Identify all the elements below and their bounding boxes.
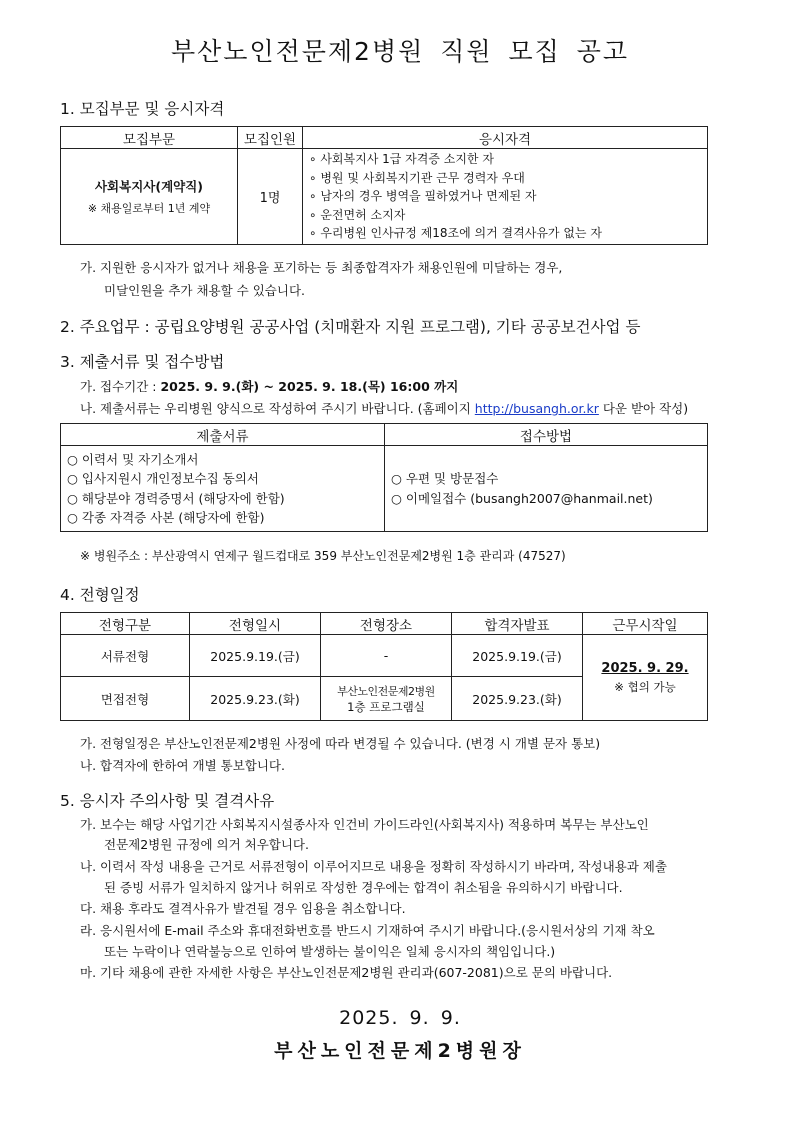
qualification-item: ∘ 남자의 경우 병역을 필하였거나 면제된 자 [309, 189, 537, 204]
header-dept: 모집부문 [61, 127, 238, 149]
hospital-address: ※ 병원주소 : 부산광역시 연제구 월드컵대로 359 부산노인전문제2병원 1층 관리과 (47527) [80, 549, 566, 563]
method-cell [385, 446, 708, 532]
period-value: 2025. 9. 9.(화) ~ 2025. 9. 18.(목) 16:00 까지 [160, 379, 459, 394]
schedule-date: 2025.9.23.(화) [190, 677, 321, 721]
schedule-announce: 2025.9.19.(금) [452, 635, 583, 677]
schedule-place: - [321, 635, 452, 677]
s4-note-2: 나. 합격자에 한하여 개별 통보합니다. [80, 758, 285, 773]
period-label: 가. 접수기간 : [80, 379, 161, 394]
homepage-link[interactable]: http://busangh.or.kr [474, 401, 599, 416]
header-type: 전형구분 [61, 613, 190, 635]
header-qualification: 응시자격 [303, 127, 708, 149]
s5-line: 다. 채용 후라도 결격사유가 발견될 경우 임용을 취소합니다. [80, 901, 406, 916]
qualification-cell [303, 149, 708, 245]
section-3-heading: 3. 제출서류 및 접수방법 [60, 353, 225, 371]
s4-note-1: 가. 전형일정은 부산노인전문제2병원 사정에 따라 변경될 수 있습니다. (변경 시 개별 문자 통보) [80, 736, 601, 751]
schedule-table [60, 612, 708, 721]
schedule-announce: 2025.9.23.(화) [452, 677, 583, 721]
section-2-heading: 2. 주요업무 : 공립요양병원 공공사업 (치매환자 지원 프로그램), 기타 공공보건사업 등 [60, 318, 641, 336]
submit-pre: 나. 제출서류는 우리병원 양식으로 작성하여 주시기 바랍니다. (홈페이지 [80, 401, 475, 416]
s1-note-2: 미달인원을 추가 채용할 수 있습니다. [104, 283, 305, 298]
documents-table [60, 423, 708, 532]
dept-note: ※ 채용일로부터 1년 계약 [87, 202, 211, 215]
method-item: ○ 이메일접수 (busangh2007@hanmail.net) [391, 490, 653, 506]
documents-cell [61, 446, 385, 532]
s5-line: 된 증빙 서류가 일치하지 않거나 허위로 작성한 경우에는 합격이 취소됨을 유의하시기 바랍니다. [104, 880, 623, 895]
count-cell: 1명 [238, 149, 303, 245]
header-method: 접수방법 [385, 424, 708, 446]
document-item: ○ 이력서 및 자기소개서 [67, 452, 199, 468]
start-date-cell [583, 635, 708, 721]
document-item: ○ 입사지원시 개인정보수집 동의서 [67, 471, 259, 487]
submit-post: 다운 받아 작성) [598, 401, 689, 416]
s5-line: 또는 누락이나 연락불능으로 인하여 발생하는 불이익은 일체 응시자의 책임입니다.) [104, 944, 556, 959]
header-date: 전형일시 [190, 613, 321, 635]
header-place: 전형장소 [321, 613, 452, 635]
header-start: 근무시작일 [583, 613, 708, 635]
qualification-item: ∘ 사회복지사 1급 자격증 소지한 자 [309, 152, 494, 167]
s5-line: 전문제2병원 규정에 의거 처우합니다. [104, 837, 309, 852]
schedule-place [321, 677, 452, 721]
recruit-table [60, 126, 708, 245]
section-1-heading: 1. 모집부문 및 응시자격 [60, 100, 225, 118]
qualification-item: ∘ 우리병원 인사규정 제18조에 의거 결격사유가 없는 자 [309, 226, 602, 241]
method-item: ○ 우편 및 방문접수 [391, 471, 499, 487]
header-announce: 합격자발표 [452, 613, 583, 635]
start-date: 2025. 9. 29. [601, 660, 689, 676]
place-line-2: 1층 프로그램실 [347, 699, 425, 714]
period-line [80, 377, 458, 395]
s1-note-1: 가. 지원한 응시자가 없거나 채용을 포기하는 등 최종합격자가 채용인원에 미달하는 경우, [80, 260, 563, 275]
s5-line: 마. 기타 채용에 관한 자세한 사항은 부산노인전문제2병원 관리과(607-2081)으로 문의 바랍니다. [80, 965, 613, 980]
document-item: ○ 해당분야 경력증명서 (해당자에 한함) [67, 490, 285, 506]
header-documents: 제출서류 [61, 424, 385, 446]
header-count: 모집인원 [238, 127, 303, 149]
qualification-item: ∘ 운전면허 소지자 [309, 207, 406, 222]
schedule-type: 면접전형 [61, 677, 190, 721]
document-item: ○ 각종 자격증 사본 (해당자에 한함) [67, 509, 265, 525]
signature: 부산노인전문제2병원장 [274, 1040, 526, 1062]
start-note: ※ 협의 가능 [614, 679, 676, 694]
dept-name: 사회복지사(계약직) [94, 179, 204, 194]
qualification-item: ∘ 병원 및 사회복지기관 근무 경력자 우대 [309, 170, 525, 185]
page-title: 부산노인전문제2병원 직원 모집 공고 [171, 37, 629, 66]
schedule-date: 2025.9.19.(금) [190, 635, 321, 677]
notice-date: 2025. 9. 9. [339, 1007, 461, 1029]
s5-line: 가. 보수는 해당 사업기간 사회복지시설종사자 인건비 가이드라인(사회복지사) 적용하며 복무는 부산노인 [80, 817, 649, 832]
s5-line: 나. 이력서 작성 내용을 근거로 서류전형이 이루어지므로 내용을 정확히 작성하시기 바라며, 작성내용과 제출 [80, 859, 667, 874]
section-4-heading: 4. 전형일정 [60, 586, 140, 604]
dept-cell [61, 149, 238, 245]
submit-line [80, 399, 688, 417]
s5-line: 라. 응시원서에 E-mail 주소와 휴대전화번호를 반드시 기재하여 주시기 바랍니다.(응시원서상의 기재 착오 [80, 923, 655, 938]
schedule-type: 서류전형 [61, 635, 190, 677]
section-5-heading: 5. 응시자 주의사항 및 결격사유 [60, 792, 275, 810]
place-line-1: 부산노인전문제2병원 [337, 684, 435, 698]
